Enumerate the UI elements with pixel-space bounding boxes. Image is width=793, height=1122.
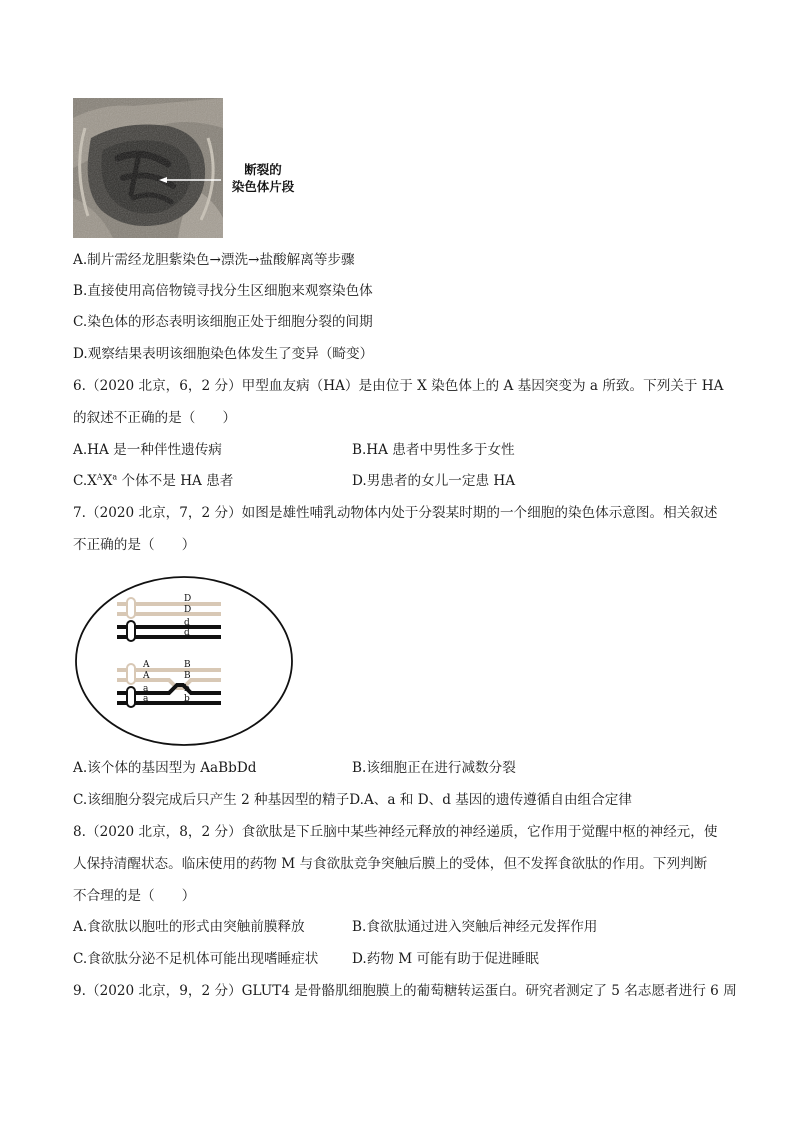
q8-option-a: A.食欲肽以胞吐的形式由突触前膜释放 — [73, 919, 305, 935]
q8-option-b: B.食欲肽通过进入突触后神经元发挥作用 — [352, 919, 598, 935]
q6-stem-line1: 6.（2020 北京，6，2 分）甲型血友病（HA）是由位于 X 染色体上的 A 基因突变为 a 所致。下列关于 HA — [73, 378, 724, 394]
gene-label-b-upper-1: B — [184, 660, 191, 670]
chromosome-pair-2 — [117, 664, 221, 707]
q7-option-c-d: C.该细胞分裂完成后只产生 2 种基因型的精子D.A、a 和 D、d 基因的遗传遵循自由组合定律 — [73, 792, 632, 808]
micrograph-label-line1: 断裂的 — [244, 162, 282, 177]
gene-label-d-lower-1: d — [184, 618, 190, 628]
chromosome-pair-1 — [117, 598, 221, 641]
q6-option-c-sup1: A — [96, 472, 103, 482]
q6-option-c-mid: X — [102, 473, 113, 489]
gene-label-b-upper-2: B — [184, 671, 191, 681]
q7-stem-line2: 不正确的是（ ） — [73, 537, 196, 553]
gene-label-b-lower-1: b — [184, 684, 190, 694]
gene-label-d-upper-2: D — [184, 605, 192, 615]
q7-stem-line1: 7.（2020 北京，7，2 分）如图是雄性哺乳动物体内处于分裂某时期的一个细胞的染色体示意图。相关叙述 — [73, 505, 718, 521]
q6-option-a: A.HA 是一种伴性遗传病 — [73, 442, 222, 458]
q8-stem-line3: 不合理的是（ ） — [73, 888, 196, 904]
q6-stem-line2: 的叙述不正确的是（ ） — [73, 410, 237, 426]
chromosome-diagram — [73, 574, 295, 748]
gene-label-a-lower-1: a — [143, 684, 149, 694]
chromosome-micrograph — [73, 98, 303, 238]
q7-option-a: A.该个体的基因型为 AaBbDd — [73, 760, 257, 776]
q8-stem-line2: 人保持清醒状态。临床使用的药物 M 与食欲肽竞争突触后膜上的受体，但不发挥食欲肽的作用。下列判断 — [73, 856, 708, 872]
q6-option-c-prefix: C.X — [73, 473, 97, 489]
gene-label-a-lower-2: a — [143, 694, 149, 704]
q6-option-c-suffix: 个体不是 HA 患者 — [117, 473, 234, 489]
q5-option-c: C.染色体的形态表明该细胞正处于细胞分裂的间期 — [73, 314, 373, 330]
q5-option-a: A.制片需经龙胆紫染色→漂洗→盐酸解离等步骤 — [73, 252, 355, 268]
gene-label-a-upper-2: A — [143, 671, 150, 681]
q7-option-b: B.该细胞正在进行减数分裂 — [352, 760, 516, 776]
q6-option-d: D.男患者的女儿一定患 HA — [352, 473, 516, 489]
micrograph-label-line2: 染色体片段 — [231, 179, 295, 194]
q8-option-d: D.药物 M 可能有助于促进睡眠 — [352, 951, 539, 967]
q5-option-b: B.直接使用高倍物镜寻找分生区细胞来观察染色体 — [73, 283, 373, 299]
q6-option-b: B.HA 患者中男性多于女性 — [352, 442, 515, 458]
q5-option-d: D.观察结果表明该细胞染色体发生了变异（畸变） — [73, 346, 374, 362]
q9-stem-line1: 9.（2020 北京，9，2 分）GLUT4 是骨骼肌细胞膜上的葡萄糖转运蛋白。研究者测定了 5 名志愿者进行 6 周 — [73, 983, 737, 999]
q6-option-c-sup2: a — [112, 472, 118, 482]
q6-option-c — [73, 472, 233, 490]
gene-label-d-upper-1: D — [184, 594, 192, 604]
q8-stem-line1: 8.（2020 北京，8，2 分）食欲肽是下丘脑中某些神经元释放的神经递质，它作用于觉醒中枢的神经元，使 — [73, 824, 718, 840]
q8-option-c: C.食欲肽分泌不足机体可能出现嗜睡症状 — [73, 951, 319, 967]
gene-label-b-lower-2: b — [184, 694, 190, 704]
gene-label-a-upper-1: A — [143, 660, 150, 670]
gene-label-d-lower-2: d — [184, 628, 190, 638]
